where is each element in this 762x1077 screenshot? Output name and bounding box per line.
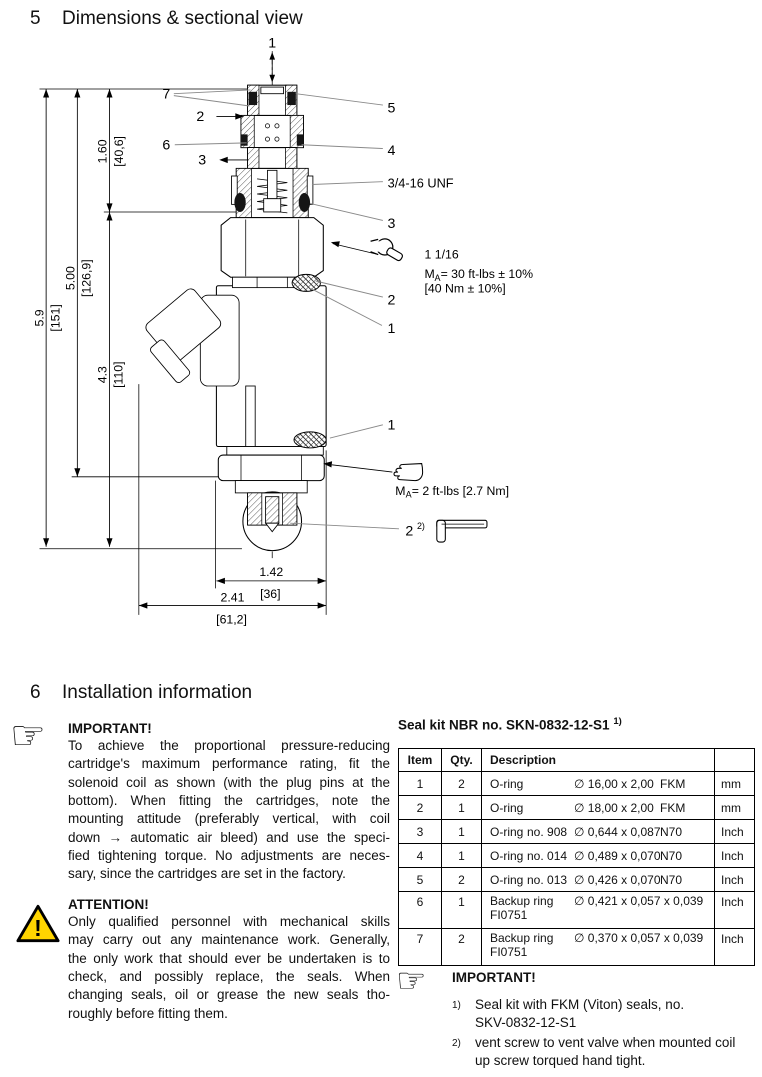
footnote-2-line1: vent screw to vent valve when mounted coil (475, 1035, 736, 1050)
row-part-size: ∅ 16,00 x 2,00 (574, 776, 654, 791)
torque1-value: = 30 ft-lbs ± 10% (440, 267, 534, 282)
section6-number: 6 (30, 682, 41, 703)
dim-160-mm: [40,6] (111, 136, 126, 167)
row-qty: 1 (442, 892, 482, 928)
row-part-size: ∅ 0,489 x 0,070 (574, 848, 661, 863)
row-description (482, 892, 715, 928)
torque1-metric: [40 Nm ± 10%] (424, 281, 506, 296)
row-description (482, 820, 715, 843)
attention-line: Only qualified personnel with mechanical skills (68, 914, 390, 929)
solenoid-coil (136, 286, 327, 447)
row-qty: 1 (442, 796, 482, 819)
dim-total-in: 5.9 (32, 309, 47, 327)
important1-line: sary, since the cartridges are set in the factory. (68, 866, 346, 882)
row-part-material: N70 (660, 824, 683, 839)
important1-line: bottom). When fitting the cartridges, note the (68, 792, 390, 808)
important1-line: mounting attitude (preferably vertical, with coil (68, 811, 390, 827)
dim-43-mm: [110] (111, 361, 126, 388)
dim-241-in: 2.41 (220, 590, 245, 605)
row-unit: Inch (721, 824, 744, 839)
row-unit: Inch (721, 932, 744, 946)
row-part-name: Backup ring (490, 894, 554, 908)
row-description (482, 844, 715, 867)
row-description-line2: FI0751 (490, 908, 528, 922)
footnote-1-line2: SKV-0832-12-S1 (475, 1014, 577, 1030)
allen-key-icon (437, 520, 487, 542)
dim-500-mm: [126,9] (79, 259, 94, 297)
attention-line: may carry out any maintenance work. Generally, (68, 932, 390, 948)
row-part-no: no. 013 (527, 872, 568, 887)
row-unit: mm (721, 776, 741, 791)
row-part-no: no. 014 (527, 848, 568, 863)
torque2-value: = 2 ft-lbs [2.7 Nm] (411, 483, 510, 498)
footnote-2-ref: 2) (452, 1038, 461, 1049)
seal-kit-rows (399, 772, 754, 965)
section5-title (30, 8, 303, 30)
row-description (482, 868, 715, 891)
footnote-1-text (475, 996, 684, 1031)
footnote-2 (452, 1034, 752, 1069)
dim-241-mm: [61,2] (216, 612, 247, 627)
row-part-size: ∅ 0,370 x 0,057 x 0,039 (574, 931, 704, 945)
attention-body (68, 913, 390, 1023)
callout-2: 2 (387, 292, 396, 309)
torque2-sub: A (405, 489, 412, 500)
row-unit: mm (721, 800, 741, 815)
section6-heading: Installation information (62, 682, 253, 703)
row-description-line1 (490, 894, 714, 908)
row-qty: 2 (442, 868, 482, 891)
important1-body (68, 737, 390, 884)
callout-1: 1 (387, 321, 396, 338)
row-unit: Inch (721, 895, 744, 909)
attention-line: the only work that should ever be undertaken is to (68, 950, 390, 966)
row-part-name: O-ring (490, 848, 524, 863)
dim-160-in: 1.60 (95, 139, 110, 164)
row-description-line2: FI0751 (490, 945, 528, 959)
port-2-label: 2 (196, 109, 205, 126)
row-part-name: O-ring (490, 824, 524, 839)
attention-line: check, and possibly replace, the seals. When (68, 968, 390, 984)
torque1-sub: A (434, 273, 441, 283)
callout-6: 6 (162, 137, 171, 154)
footnote-1-ref: 1) (452, 1000, 461, 1011)
row-description (482, 772, 715, 795)
row-description-line1 (490, 873, 714, 887)
row-part-size: ∅ 0,644 x 0,087 (574, 824, 661, 839)
seal-kit-title (398, 716, 622, 733)
callout-5: 5 (387, 100, 396, 117)
seal-kit-table (398, 748, 755, 966)
hand-icon (394, 464, 423, 481)
row-part-name: O-ring (490, 872, 524, 887)
important1-line: To achieve the proportional pressure-reducing (68, 738, 390, 753)
table-row (399, 929, 754, 965)
pointing-hand-icon: ☞ (396, 962, 427, 1000)
important1-line: solenoid coil as shown (with the plug pins at the (68, 774, 390, 790)
section5-heading: Dimensions & sectional view (62, 8, 303, 29)
row-item: 1 (399, 772, 442, 795)
oring-lower (294, 432, 326, 448)
row-description (482, 796, 715, 819)
row-part-material: FKM (660, 800, 686, 815)
attention-line: roughly before fitting them. (68, 1005, 228, 1021)
row-part-size: ∅ 18,00 x 2,00 (574, 800, 654, 815)
callout-4: 4 (387, 143, 396, 160)
row-qty: 2 (442, 929, 482, 965)
row-description-line1 (490, 931, 714, 945)
section5-number: 5 (30, 8, 41, 29)
row-item: 7 (399, 929, 442, 965)
row-item: 3 (399, 820, 442, 843)
callout-2-vent: 2 (405, 523, 414, 540)
callout-3: 3 (387, 216, 396, 233)
row-description-line1 (490, 849, 714, 863)
port-3-label: 3 (198, 152, 207, 169)
row-description-line1 (490, 825, 714, 839)
callout-1-top: 1 (268, 36, 277, 52)
dim-142-in: 1.42 (259, 565, 284, 580)
row-item: 2 (399, 796, 442, 819)
footnote-2-text (475, 1034, 735, 1069)
row-part-name: O-ring (490, 776, 524, 791)
row-part-size: ∅ 0,421 x 0,057 x 0,039 (574, 894, 704, 908)
torque2-m: M (395, 483, 406, 498)
attention-line: changing seals, oil or grease the new seals tho- (68, 987, 390, 1003)
important1-line: cartridge's maximum performance rating, fit the (68, 756, 390, 772)
row-part-material: FKM (660, 776, 686, 791)
wrench-icon (369, 239, 404, 262)
row-item: 4 (399, 844, 442, 867)
footnote-1 (452, 996, 752, 1031)
section6-title (30, 682, 252, 704)
row-unit: Inch (721, 848, 744, 863)
footnote-2-line2: up screw torqued hand tight. (475, 1052, 646, 1068)
callout-1-lower: 1 (387, 417, 396, 434)
table-row (399, 844, 754, 868)
row-unit: Inch (721, 872, 744, 887)
row-qty: 1 (442, 844, 482, 867)
row-description-line1 (490, 777, 714, 791)
row-item: 5 (399, 868, 442, 891)
row-qty: 1 (442, 820, 482, 843)
row-part-no: no. 908 (527, 824, 568, 839)
thread-label: 3/4-16 UNF (387, 175, 454, 191)
seal-kit-title-footnote-ref: 1) (613, 716, 622, 727)
dim-500-in: 5.00 (63, 266, 78, 291)
wrench-size-label: 1 1/16 (424, 247, 459, 262)
warning-exclamation: ! (34, 914, 42, 941)
header-item: Item (399, 749, 442, 771)
important2-heading: IMPORTANT! (452, 970, 536, 985)
pointing-hand-icon: ☞ (10, 714, 46, 758)
dim-43-in: 4.3 (95, 366, 110, 384)
table-row (399, 868, 754, 892)
sectional-drawing (0, 36, 762, 666)
table-header-row (399, 749, 754, 772)
torque1-m: M (424, 267, 435, 282)
table-row (399, 772, 754, 796)
important1-heading: IMPORTANT! (68, 721, 152, 736)
row-qty: 2 (442, 772, 482, 795)
callout-7: 7 (162, 86, 171, 103)
row-item: 6 (399, 892, 442, 928)
header-unit (715, 749, 754, 771)
row-part-name: Backup ring (490, 931, 554, 945)
dim-total-mm: [151] (48, 304, 63, 332)
important1-line: fied tightening torque. No adjustments are neces- (68, 847, 390, 863)
table-row (399, 892, 754, 929)
row-part-name: O-ring (490, 800, 524, 815)
row-part-size: ∅ 0,426 x 0,070 (574, 872, 661, 887)
important1-line: down → automatic air bleed) and use the speci- (68, 829, 390, 845)
warning-triangle-icon (16, 904, 60, 944)
dim-142-mm: [36] (260, 586, 281, 601)
row-description-line1 (490, 801, 714, 815)
seal-kit-title-text: Seal kit NBR no. SKN-0832-12-S1 (398, 717, 610, 733)
row-part-material: N70 (660, 848, 683, 863)
table-row (399, 820, 754, 844)
callout-2-vent-sup: 2) (416, 520, 425, 531)
row-description (482, 929, 715, 965)
coil-nut-and-vent-cap (218, 447, 324, 551)
table-row (399, 796, 754, 820)
header-description: Description (482, 749, 715, 771)
footnote-1-line1: Seal kit with FKM (Viton) seals, no. (475, 997, 685, 1012)
oring-upper (292, 274, 320, 291)
attention-heading: ATTENTION! (68, 897, 149, 912)
row-part-material: N70 (660, 872, 683, 887)
header-qty: Qty. (442, 749, 482, 771)
